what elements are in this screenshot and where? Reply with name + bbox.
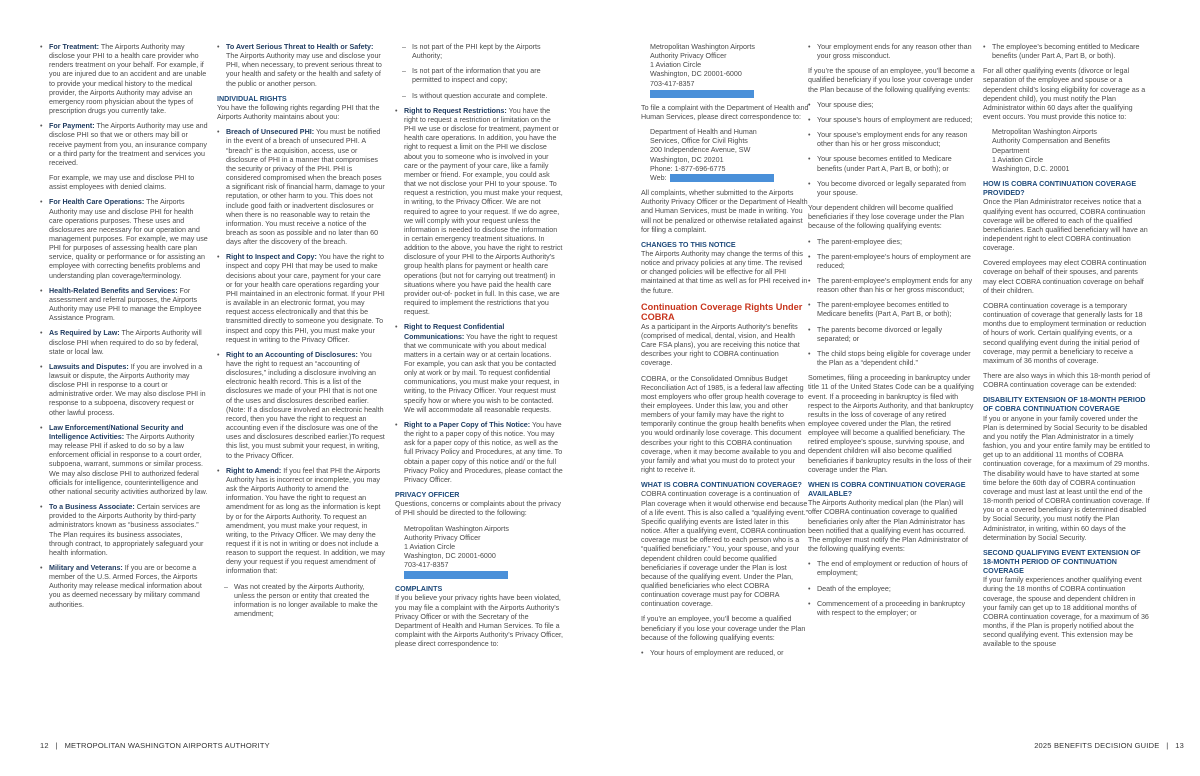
cobra-paragraph: COBRA, or the Consolidated Omnibus Budget Reconciliation Act of 1985, is a federal law affecting most employers who offer group health coverage to their employees. Under this law, you and other members of your family may have the right to temporarily continue the group health benefits when you would ordinarily lose coverage. This document describes your right to this COBRA continuation coverage, when it may become available to you and your family and what you must do to protect your right to receive it. [641, 374, 806, 475]
list-item: • Your spouse’s hours of employment are reduced; [808, 116, 976, 125]
list-item: • Your spouse dies; [808, 101, 976, 110]
list-item: • Health-Related Benefits and Services: For assessment and referral purposes, the Airports Authority may use PHI to manage the Employee Assistance Program. [40, 287, 208, 324]
what-is-cobra-text: COBRA continuation coverage is a continuation of Plan coverage when it would otherwise end because of a life event. This is also called a “qualifying event.” Specific qualifying events are listed later in this notice. After a qualifying event, COBRA continuation coverage must be offered to each person who is a “qualified beneficiary.” You, your spouse, and your dependent children could become qualified beneficiaries if coverage under the Plan is lost because of the qualifying event. Under the Plan, qualified beneficiaries who elect COBRA continuation coverage must pay for COBRA continuation coverage. [641, 490, 808, 609]
list-item: • Your spouse’s employment ends for any reason other than his or her gross misconduct; [808, 131, 976, 149]
privacy-officer-text: Questions, concerns or complaints about the privacy of PHI should be directed to the following: [395, 500, 561, 518]
privacy-officer-address: Metropolitan Washington Airports Authority Privacy Officer 1 Aviation Circle Washington, DC 20001-6000 703-417-8357 [395, 525, 563, 580]
spouse-events-list [808, 101, 976, 198]
section-heading-complaints: COMPLAINTS [395, 585, 443, 594]
complaints-text: If you believe your privacy rights have been violated, you may file a complaint with the Airports Authority’s Privacy Officer or with the Secretary of the Department of Health and Human Services. To file a complaint with the Airports Authority’s Privacy Officer, please direct correspondence to: [395, 594, 564, 649]
list-item: • Lawsuits and Disputes: If you are involved in a lawsuit or dispute, the Airports Authority may disclose PHI in response to a court or administrative order. We may also disclose PHI in response to a subpoena, discovery request or other lawful process. [40, 363, 208, 418]
how-provided-text: Once the Plan Administrator receives notice that a qualifying event has occurred, COBRA continuation coverage will be offered to each of the qualified beneficiaries. Each qualified beneficiary will have an independent right to elect COBRA continuation coverage. [983, 198, 1148, 253]
section-heading-disability-extension: DISABILITY EXTENSION OF 18-MONTH PERIOD OF COBRA CONTINUATION COVERAGE [983, 396, 1146, 414]
list-item: • The child stops being eligible for coverage under the Plan as a “dependent child.” [808, 350, 976, 368]
list-item: • As Required by Law: The Airports Authority will disclose PHI when required to do so by federal, state or local law. [40, 329, 208, 356]
list-item: • Right to Request Restrictions: You have the right to request a restriction or limitation on the PHI we use or disclose for treatment, payment or health care operations. In addition, you have the right to request a limit on the PHI we disclose about you to someone who is involved in your care or the payment of your care, like a family member or friend. For example, you could ask that we not disclose your PHI to your spouse. To request a restriction, you must make your request, in writing, to the Privacy Officer. We are not required to agree to your request. If we do agree, we will comply with your request unless the information is needed to disclose the information in certain emergency treatment situations. In addition to the above, you have the right to restrict disclosure of your PHI to the Airports Authority’s group health plans for payment or health care operations (but not for carrying out treatment) in situations where you have paid the health care provider out-of- pocket in full. In this case, we are required to implement the restrictions that you request. [395, 107, 563, 318]
hhs-intro: To file a complaint with the Department of Health and Human Services, please direct correspondence to: [641, 103, 809, 121]
section-heading-second-event: SECOND QUALIFYING EVENT EXTENSION OF 18-MONTH PERIOD OF CONTINUATION COVERAGE [983, 548, 1141, 576]
section-heading-when-available: WHEN IS COBRA CONTINUATION COVERAGE AVAILABLE? [808, 480, 966, 499]
threat-list [217, 43, 385, 89]
footer-right: 2025 BENEFITS DECISION GUIDE | 13 [1034, 741, 1184, 750]
hhs-address: Department of Health and Human Services, Office for Civil Rights 200 Independence Avenue, SW Washington, DC 20201 Phone: 1-877-696-6775 Web: [641, 128, 809, 183]
footer-left: 12 | METROPOLITAN WASHINGTON AIRPORTS AUTHORITY [40, 741, 270, 750]
employer-events-list-continued [983, 43, 1151, 61]
column-5 [808, 43, 976, 624]
list-item: • For Health Care Operations: The Airports Authority may use and disclose PHI for health care operations purposes. These uses and disclosures are necessary for our operation and management purposes. For example, we may use PHI for purposes of assessing health care plan service, quality or performance or for assisting an employee with correcting benefits problems and understanding plan coverage/terminology. [40, 198, 208, 280]
section-heading-privacy-officer: PRIVACY OFFICER [395, 491, 460, 500]
list-item: • To Avert Serious Threat to Health or Safety: The Airports Authority may use and disclose your PHI, when necessary, to prevent serious threat to your health and safety or the health and safety of the public or another person. [217, 43, 385, 89]
rights-intro: You have the following rights regarding PHI that the Airports Authority maintains about you: [217, 103, 380, 122]
sub-list-item: – Was not created by the Airports Authority, unless the person or entity that created the information is no longer available to make the amendment; [217, 583, 385, 620]
list-item: • Right to Amend: If you feel that PHI the Airports Authority has is incorrect or incomplete, you may ask the Airports Authority to amend the information. You have the right to request an amendment for as long as the information is kept by or for the Airports Authority. To request an amendment, you must make your request, in writing, to the Privacy Officer. We may deny the request if it is not in writing or does not include a reason to support the request. In addition, we may deny your request if you request amendment of information that: [217, 467, 385, 577]
list-item: • The parent-employee dies; [808, 238, 976, 247]
sub-list-item: – Is not part of the information that you are permitted to inspect and copy; [395, 67, 563, 85]
list-item: • For Treatment: The Airports Authority may disclose your PHI to a health care provider who renders treatment on your behalf. For example, if you are injured due to an accident and are unable to provide your medical history to the medical provider, the Airports Authority may advise an emergency room physician about the types of prescription drugs you currently take. [40, 43, 208, 116]
sub-list-item: – Is not part of the PHI kept by the Airports Authority; [395, 43, 563, 61]
disability-extension-text: If you or anyone in your family covered under the Plan is determined by Social Security to be disabled and you notify the Plan Administrator in a timely fashion, you and your entire family may be entitled to get up to an additional 11 months of COBRA continuation coverage, for a maximum of 29 months. The disability would have to have started at some time before the 60th day of COBRA continuation coverage and must last at least until the end of the 18-month period of COBRA continuation coverage. If you or a covered beneficiary is determined disabled by Social Security, you must notify the Plan Administrator, in writing, within 60 days of the determination by Social Security. [983, 414, 1151, 542]
list-item: • The employee’s becoming entitled to Medicare benefits (under Part A, Part B, or both). [983, 43, 1151, 61]
spouse-intro: If you’re the spouse of an employee, you’ll become a qualified beneficiary if you lose your coverage under the Plan because of the following qualifying events: [808, 67, 975, 94]
list-item: • Right to an Accounting of Disclosures: You have the right to request an “accounting of disclosures,” including a disclosure involving an electronic health record. This is a list of the disclosures we made of your PHI that is not one of the uses and disclosures described earlier. (Note: If a disclosure involved an electronic health record, then you have the right to request an accounting even if the disclosure was one of the uses and disclosures described earlier.)To request this list, you must submit your request, in writing, to the Privacy Officer. [217, 351, 385, 461]
list-item: • Right to Request Confidential Communications: You have the right to request that we communicate with you about medical matters in a certain way or at certain locations. For example, you can ask that you be contacted only at work or by mail. To request confidential communications, you must make your request, in writing, to the Privacy Officer. Your request must specify how or where you wish to be contacted. We will accommodate all reasonable requests. [395, 323, 563, 415]
employee-events-list-continued [808, 43, 976, 61]
section-heading-how-provided: HOW IS COBRA CONTINUATION COVERAGE PROVIDED? [983, 180, 1137, 198]
redacted-web-link[interactable] [670, 174, 774, 182]
list-item: • The end of employment or reduction of hours of employment; [808, 560, 976, 578]
complaints-note: All complaints, whether submitted to the Airports Authority Privacy Officer or the Department of Health and Human Services, must be made in writing. You will not be penalized or otherwise retaliated against for filing a complaint. [641, 189, 808, 234]
sub-list-item: – Is without question accurate and complete. [395, 92, 563, 101]
employee-intro: If you’re an employee, you’ll become a qualified beneficiary if you lose your coverage under the Plan because of the following qualifying events: [641, 615, 806, 642]
list-item: • Law Enforcement/National Security and Intelligence Activities: The Airports Authority may release PHI if asked to do so by a law enforcement official in response to a court order, subpoena, warrant, summons or similar process. We may also disclose PHI to authorized federal officials for intelligence, counterintelligence and other national security activities authorized by law. [40, 424, 208, 497]
list-item: • For Payment: The Airports Authority may use and disclose PHI so that we or others may bill or receive payment from you, an insurance company or a third party for the treatment and services you received. For example, we may use and disclose PHI to assist employees with denied claims. [40, 122, 208, 192]
section-heading-changes: CHANGES TO THIS NOTICE [641, 240, 736, 249]
bankruptcy-text: Sometimes, filing a proceeding in bankruptcy under title 11 of the United States Code can be a qualifying event. If a proceeding in bankruptcy is filed with respect to the Airports Authority, and that bankruptcy results in the loss of coverage of any retired employee covered under the Plan, the retired employee will become a qualified beneficiary. The retired employee’s spouse, surviving spouse, and dependent children will also become qualified beneficiaries if bankruptcy results in the loss of their coverage under the Plan. [808, 374, 974, 474]
employer-events-list [808, 560, 976, 618]
list-item: • You become divorced or legally separated from your spouse. [808, 180, 976, 198]
list-item: • The parent-employee’s employment ends for any reason other than his or her gross misconduct; [808, 277, 976, 295]
list-item: • Military and Veterans: If you are or become a member of the U.S. Armed Forces, the Airports Authority may release medical information about you as deemed necessary by military command authorities. [40, 564, 208, 610]
employee-events-list [641, 649, 809, 658]
column-3 [395, 43, 563, 655]
list-item: • The parent-employee becomes entitled to Medicare benefits (Part A, Part B, or both); [808, 301, 976, 319]
covered-employees-text: Covered employees may elect COBRA continuation coverage on behalf of their spouses, and parents may elect COBRA continuation coverage on behalf of their children. [983, 259, 1147, 295]
section-heading-what-is-cobra: WHAT IS COBRA CONTINUATION COVERAGE? [641, 481, 802, 490]
children-events-list [808, 238, 976, 369]
column-6 [983, 43, 1151, 656]
children-intro: Your dependent children will become qualified beneficiaries if they lose coverage under the Plan because of the following qualifying events: [808, 204, 964, 231]
list-item: • Commencement of a proceeding in bankruptcy with respect to the employer; or [808, 600, 976, 618]
redacted-email-link[interactable] [404, 571, 508, 579]
column-2 [217, 43, 385, 625]
list-item: • Right to a Paper Copy of This Notice: You have the right to a paper copy of this notice. You may ask for a paper copy of this notice, as well as the full Privacy Policy and Procedures, at any time. To obtain a paper copy of this notice and/ or the full Privacy Policy and Procedures, please contact the Privacy Officer. [395, 421, 563, 485]
amend-sublist [395, 43, 563, 101]
list-item: • The parents become divorced or legally separated; or [808, 326, 976, 344]
temporary-coverage-text: COBRA continuation coverage is a temporary continuation of coverage that generally lasts for 18 months due to employment termination or reduction of hours of work. Certain qualifying events, or a second qualifying event during the initial period of coverage, may permit a beneficiary to receive a maximum of 36 months of coverage. [983, 301, 1147, 365]
list-item: • Your hours of employment are reduced, or [641, 649, 809, 658]
cobra-paragraph: As a participant in the Airports Authority’s benefits (comprised of medical, dental, vision, and Health Care FSA plans), you are receiving this notice that describes your right to COBRA continuation coverage. [641, 322, 800, 368]
redacted-email-link[interactable] [650, 90, 754, 98]
second-event-text: If your family experiences another qualifying event during the 18 months of COBRA continuation coverage, the spouse and dependent children in your family can get up to 18 additional months of COBRA continuation coverage, for a maximum of 36 months, if the Plan is properly notified about the second qualifying event. This extension may be available to the spouse [983, 576, 1149, 649]
section-heading-individual-rights: INDIVIDUAL RIGHTS [217, 94, 287, 103]
extension-ways-text: There are also ways in which this 18-month period of COBRA continuation coverage can be extended: [983, 372, 1151, 390]
column-4 [641, 43, 809, 664]
list-item: • To a Business Associate: Certain services are provided to the Airports Authority by third-party administrators known as “business associates.” The Plan requires its business associates, through contract, to appropriately safeguard your health information. [40, 503, 208, 558]
list-item: • Your employment ends for any reason other than your gross misconduct. [808, 43, 976, 61]
column-1 [40, 43, 208, 616]
list-item: • Your spouse becomes entitled to Medicare benefits (under Part A, Part B, or both); or [808, 155, 976, 173]
list-item: • Right to Inspect and Copy: You have the right to inspect and copy PHI that may be used to make decisions about your care, payment for your care or for your health care operations regarding your PHI maintained in an electronic format. If your PHI is available in an electronic format, you may request access electronically and that this be transmitted directly to someone you designate. To inspect and copy this PHI, you must make your request in writing to the Privacy Officer. [217, 253, 385, 345]
list-item: • Death of the employee; [808, 585, 976, 594]
phi-uses-list [40, 43, 208, 610]
when-available-text: The Airports Authority medical plan (the Plan) will offer COBRA continuation coverage to qualified beneficiaries only after the Plan Administrator has been notified that a qualifying event has occurred. The employer must notify the Plan Administrator of the following qualifying events: [808, 499, 968, 554]
rights-list-continued [395, 107, 563, 485]
rights-list [217, 128, 385, 619]
other-events-text: For all other qualifying events (divorce or legal separation of the employee and spouse or a dependent child’s losing eligibility for coverage as a dependent child), you must notify the Plan Administrator within 60 days after the qualifying event occurs. You must provide this notice to: [983, 67, 1146, 122]
benefits-department-address: Metropolitan Washington Airports Authority Compensation and Benefits Department 1 Aviation Circle Washington, D.C. 20001 [992, 128, 1110, 173]
list-item: • Breach of Unsecured PHI: You must be notified in the event of a breach of unsecured PHI. A “breach” is the acquisition, access, use or disclosure of PHI in a manner that compromises the security or privacy of the PHI. PHI is considered compromised when the breach poses a significant risk of financial harm, damage to your reputation, or other harm to you. This does not include good faith or inadvertent disclosures or when there is no reasonable way to retain the information. You must receive a notice of the breach as soon as possible and no later than 60 days after the discovery of the breach. [217, 128, 385, 247]
list-item: • The parent-employee’s hours of employment are reduced; [808, 253, 976, 271]
changes-text: The Airports Authority may change the terms of this notice and privacy policies at any time. The revised or changed policies will be effective for all PHI maintained at that time as well as for PHI received in the future. [641, 249, 808, 295]
privacy-officer-address-2: Metropolitan Washington Airports Authority Privacy Officer 1 Aviation Circle Washington, DC 20001-6000 703-417-8357 [641, 43, 809, 98]
cobra-heading: Continuation Coverage Rights Under COBRA [641, 301, 803, 323]
